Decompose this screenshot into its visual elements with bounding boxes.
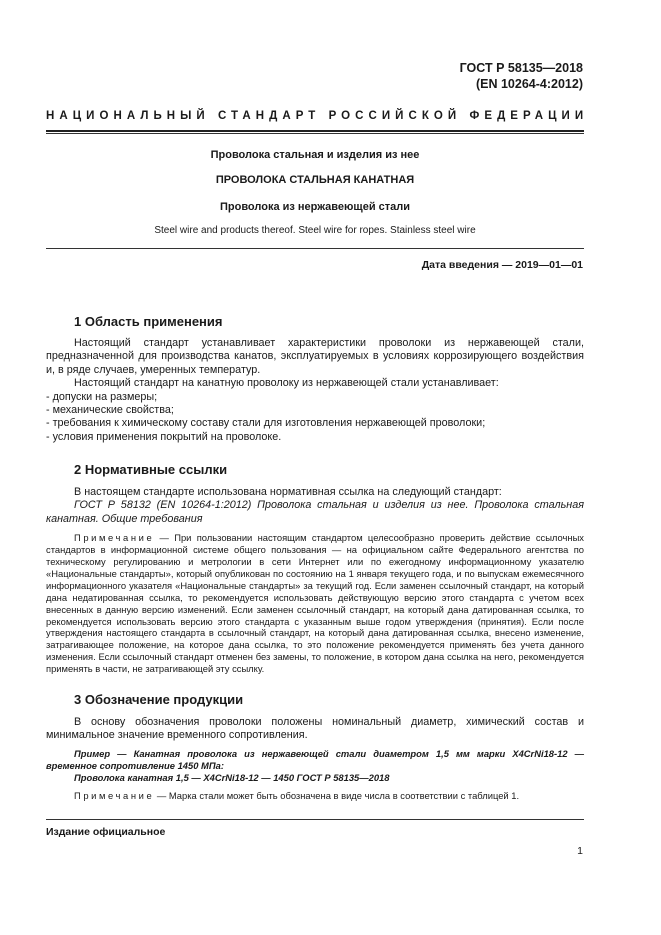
footer-rule: [46, 819, 584, 820]
section-1-para-1: Настоящий стандарт устанавливает характеристики проволоки из нержавеющей стали, предназначенной для производства канатов, эксплуатируемых в условиях коррозирующего воздействия и, в ряде случаев, умеренных температур.: [46, 337, 584, 376]
section-1-body: [46, 337, 584, 444]
title-line-1: Проволока стальная и изделия из нее: [210, 149, 420, 161]
edition-label: Издание официальное: [46, 826, 166, 838]
section-2-body: [46, 486, 584, 675]
section-3-para-1: В основу обозначения проволоки положены номинальный диаметр, химический состав и минимальное значение временного сопротивления.: [46, 716, 584, 742]
list-item: - условия применения покрытий на проволоке.: [46, 430, 282, 443]
page-number: 1: [577, 845, 583, 857]
date-intro: Дата введения — 2019—01—01: [421, 259, 583, 271]
national-standard-heading: НАЦИОНАЛЬНЫЙ СТАНДАРТ РОССИЙСКОЙ ФЕДЕРАЦИИ: [46, 110, 589, 122]
note-label: Примечание: [74, 532, 155, 544]
list-item: - допуски на размеры;: [46, 390, 158, 403]
section-2-heading: 2 Нормативные ссылки: [74, 462, 228, 477]
title-rule: [46, 248, 584, 249]
note-text: — При пользовании настоящим стандартом целесообразно проверить действие ссылочных стандартов в информационной системе общего пользования — на официальном сайте Федерального агентства по техническому регулированию и метрологии в сети Интернет или по ежегодному информационному указателю «Национальные стандарты», который опубликован по состоянию на 1 января текущего года, и по выпускам ежемесячного информационного указателя «Национальные стандарты» за текущий год. Если заменен ссылочный стандарт, на который дана недатированная ссылка, то рекомендуется использовать действующую версию этого стандарта с учетом всех внесенных в данную версию изменений. Если заменен ссылочный стандарт, на который дана датированная ссылка, то рекомендуется использовать версию этого стандарта с указанным выше годом утверждения (принятия). Если после утверждения настоящего стандарта в ссылочный стандарт, на который дана датированная ссылка, внесено изменение, затрагивающее положение, на которое дана ссылка, то это положение рекомендуется применять без учета данного изменения. Если ссылочный стандарт отменен без замены, то положение, в котором дана ссылка на него, рекомендуется применять в части, не затрагивающей эту ссылку.: [46, 532, 584, 675]
section-1-para-2: Настоящий стандарт на канатную проволоку из нержавеющей стали устанавливает:: [74, 377, 499, 390]
section-2-note: [46, 532, 584, 675]
section-3-heading: 3 Обозначение продукции: [74, 692, 244, 707]
list-item: - механические свойства;: [46, 404, 174, 417]
gost-number: ГОСТ Р 58135—2018: [459, 61, 583, 75]
normative-reference: ГОСТ Р 58132 (EN 10264-1:2012) Проволока стальная и изделия из нее. Проволока стальная канатная. Общие требования: [46, 499, 584, 525]
title-english: Steel wire and products thereof. Steel wire for ropes. Stainless steel wire: [154, 225, 476, 236]
designation-example: Пример — Канатная проволока из нержавеющей стали диаметром 1,5 мм марки X4CrNi18-12 — временное сопротивление 1450 МПа:: [46, 747, 584, 771]
header-rule-top: [46, 130, 584, 132]
designation-example-code: Проволока канатная 1,5 — X4CrNi18-12 — 1450 ГОСТ Р 58135—2018: [74, 771, 390, 783]
gost-code-block: [460, 60, 583, 92]
title-line-3: Проволока из нержавеющей стали: [219, 201, 411, 213]
header-rule-bottom: [46, 133, 584, 134]
note-text: — Марка стали может быть обозначена в виде числа в соответствии с таблицей 1.: [154, 789, 520, 801]
section-1-heading: 1 Область применения: [74, 314, 223, 329]
section-3-body: [46, 716, 584, 801]
section-3-note: [46, 790, 584, 802]
section-2-para-1: В настоящем стандарте использована нормативная ссылка на следующий стандарт:: [74, 486, 502, 498]
list-item: - требования к химическому составу стали для изготовления нержавеющей проволоки;: [46, 417, 486, 430]
en-number: (EN 10264-4:2012): [475, 77, 583, 91]
note-label: Примечание: [74, 789, 155, 801]
title-line-2: ПРОВОЛОКА СТАЛЬНАЯ КАНАТНАЯ: [215, 174, 415, 186]
